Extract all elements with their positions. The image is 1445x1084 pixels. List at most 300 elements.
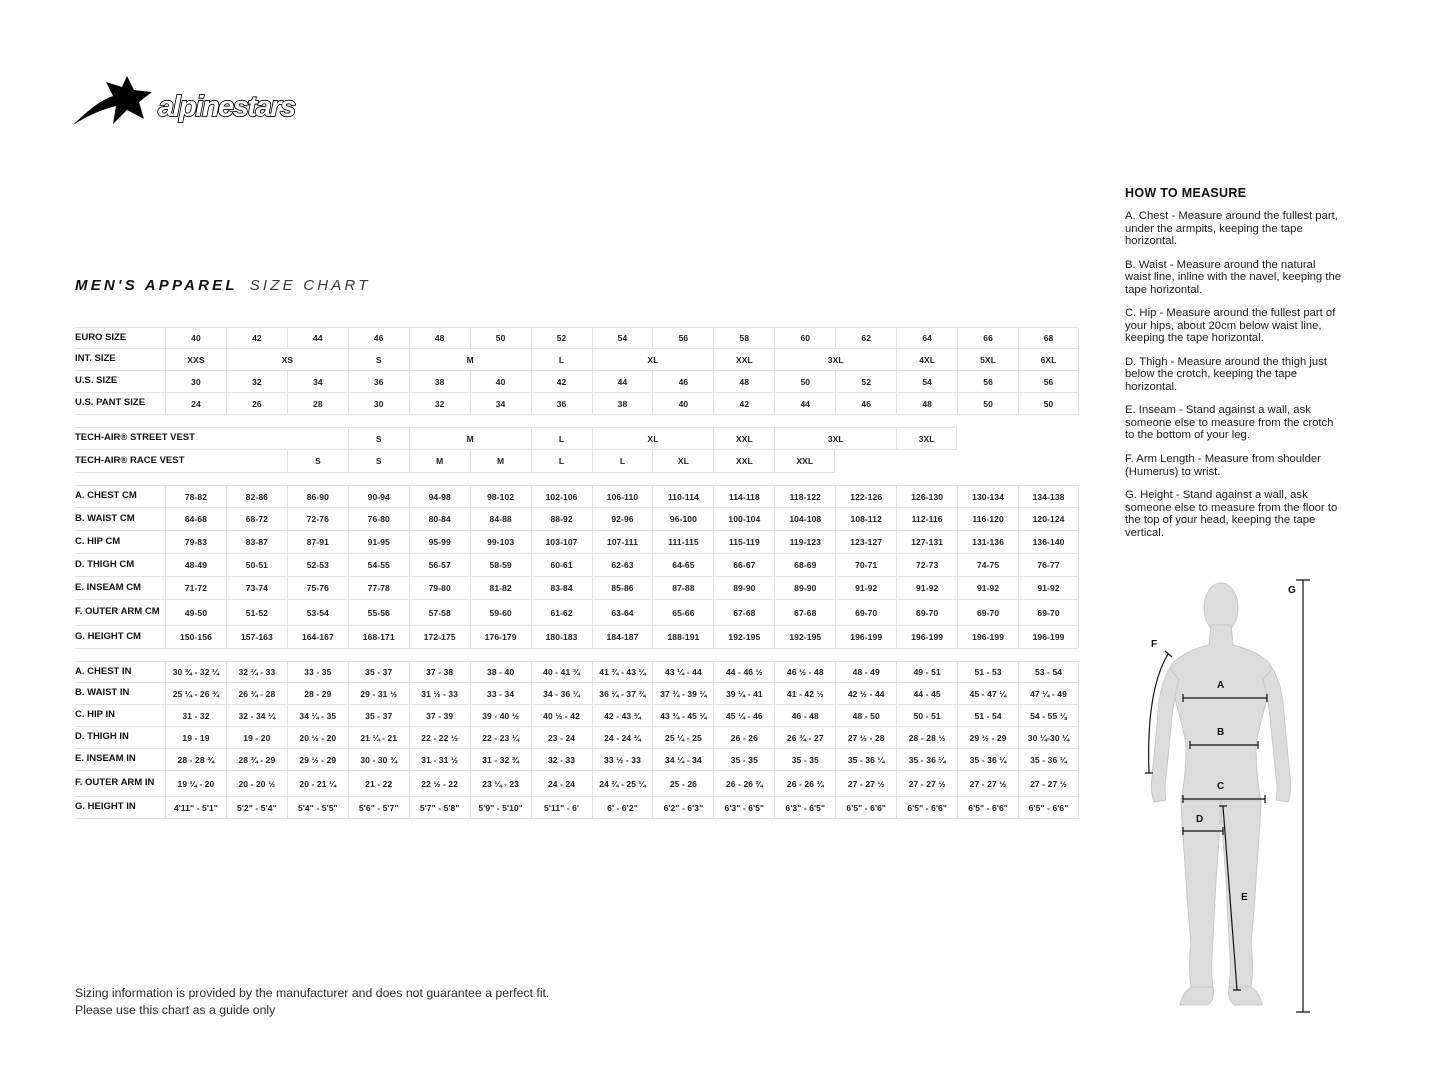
size-cell: 40 bbox=[652, 393, 713, 415]
size-cell: 46 ½ - 48 bbox=[774, 661, 835, 683]
size-cell: 92-96 bbox=[592, 508, 653, 531]
size-cell: 44 bbox=[287, 327, 348, 349]
size-cell: 164-167 bbox=[287, 626, 348, 649]
size-cell: 69-70 bbox=[896, 600, 957, 626]
size-cell: 89-90 bbox=[774, 577, 835, 600]
size-cell: 30 - 30 ¾ bbox=[348, 749, 409, 771]
size-cell: 23 ¼ - 23 bbox=[470, 771, 531, 797]
size-cell: 29 ½ - 29 bbox=[287, 749, 348, 771]
empty-cell bbox=[1018, 450, 1079, 473]
table-row bbox=[75, 531, 1079, 554]
size-cell: 87-88 bbox=[652, 577, 713, 600]
size-cell: 6XL bbox=[1018, 349, 1079, 371]
size-cell: 103-107 bbox=[531, 531, 592, 554]
size-cell: 28 - 29 bbox=[287, 683, 348, 705]
how-to-measure-heading: HOW TO MEASURE bbox=[1125, 186, 1247, 200]
size-cell: 87-91 bbox=[287, 531, 348, 554]
size-cell: 111-115 bbox=[652, 531, 713, 554]
size-cell: 168-171 bbox=[348, 626, 409, 649]
size-cell: 45 - 47 ¼ bbox=[957, 683, 1018, 705]
size-cell: 40 - 41 ¾ bbox=[531, 661, 592, 683]
table-row bbox=[75, 371, 1079, 393]
size-cell: 24 - 24 ¾ bbox=[592, 727, 653, 749]
size-cell: S bbox=[348, 450, 409, 473]
size-cell: 28 ¾ - 29 bbox=[226, 749, 287, 771]
body-diagram-icon bbox=[1138, 571, 1323, 1023]
size-cell: 75-76 bbox=[287, 577, 348, 600]
measure-instruction: D. Thigh - Measure around the thigh just below the crotch, keeping the tape horizontal. bbox=[1125, 355, 1327, 393]
size-cell: 127-131 bbox=[896, 531, 957, 554]
size-cell: 30 bbox=[165, 371, 226, 393]
row-label: TECH-AIR® RACE VEST bbox=[75, 450, 287, 473]
size-cell: 61-62 bbox=[531, 600, 592, 626]
size-cell: 95-99 bbox=[409, 531, 470, 554]
size-cell: 122-126 bbox=[835, 485, 896, 508]
size-cell: XXL bbox=[713, 427, 774, 450]
size-cell: 51-52 bbox=[226, 600, 287, 626]
size-cell: 64-65 bbox=[652, 554, 713, 577]
how-to-measure-panel bbox=[1125, 186, 1343, 550]
size-cell: 54 bbox=[592, 327, 653, 349]
size-cell: 3XL bbox=[896, 427, 957, 450]
size-cell: 116-120 bbox=[957, 508, 1018, 531]
size-cell: 38 - 40 bbox=[470, 661, 531, 683]
size-cell: 56 bbox=[957, 371, 1018, 393]
size-cell: 32 bbox=[409, 393, 470, 415]
size-cell: 27 - 27 ½ bbox=[896, 771, 957, 797]
size-cell: 107-111 bbox=[592, 531, 653, 554]
size-cell: 57-58 bbox=[409, 600, 470, 626]
size-cell: 36 bbox=[348, 371, 409, 393]
size-cell: 43 ¼ - 44 bbox=[652, 661, 713, 683]
size-cell: 110-114 bbox=[652, 485, 713, 508]
row-label: TECH-AIR® STREET VEST bbox=[75, 427, 348, 450]
table-row bbox=[75, 749, 1079, 771]
size-cell: 104-108 bbox=[774, 508, 835, 531]
size-cell: 31 - 32 ¾ bbox=[470, 749, 531, 771]
size-cell: 68-69 bbox=[774, 554, 835, 577]
height-measure-line bbox=[1296, 580, 1310, 1012]
size-cell: 51 - 54 bbox=[957, 705, 1018, 727]
size-cell: M bbox=[470, 450, 531, 473]
size-cell: 50 - 51 bbox=[896, 705, 957, 727]
size-cell: 42 ½ - 44 bbox=[835, 683, 896, 705]
size-cell: 39 ¼ - 41 bbox=[713, 683, 774, 705]
size-cell: 54 bbox=[896, 371, 957, 393]
empty-cell bbox=[957, 450, 1018, 473]
size-cell: 88-92 bbox=[531, 508, 592, 531]
size-cell: 59-60 bbox=[470, 600, 531, 626]
size-cell: 78-82 bbox=[165, 485, 226, 508]
size-cell: 196-199 bbox=[896, 626, 957, 649]
size-cell: 126-130 bbox=[896, 485, 957, 508]
size-cell: XXL bbox=[774, 450, 835, 473]
size-cell: 60-61 bbox=[531, 554, 592, 577]
size-cell: 46 bbox=[348, 327, 409, 349]
how-to-measure-items bbox=[1125, 210, 1343, 539]
alpinestars-logo bbox=[70, 74, 322, 137]
size-cell: 26 ¾ - 28 bbox=[226, 683, 287, 705]
size-table bbox=[75, 327, 1079, 831]
size-cell: 96-100 bbox=[652, 508, 713, 531]
size-cell: 81-82 bbox=[470, 577, 531, 600]
size-cell: 106-110 bbox=[592, 485, 653, 508]
size-cell: 24 - 24 bbox=[531, 771, 592, 797]
size-cell: 53-54 bbox=[287, 600, 348, 626]
size-cell: 44 - 45 bbox=[896, 683, 957, 705]
size-cell: 31 - 31 ½ bbox=[409, 749, 470, 771]
size-cell: 67-68 bbox=[713, 600, 774, 626]
size-cell: 114-118 bbox=[713, 485, 774, 508]
size-cell: 48 bbox=[409, 327, 470, 349]
size-cell: 26 ¾ - 27 bbox=[774, 727, 835, 749]
row-label: A. CHEST IN bbox=[75, 661, 165, 683]
size-cell: 28 bbox=[287, 393, 348, 415]
label-waist: B bbox=[1217, 727, 1225, 738]
size-cell: 74-75 bbox=[957, 554, 1018, 577]
size-cell: 119-123 bbox=[774, 531, 835, 554]
size-cell: 60 bbox=[774, 327, 835, 349]
size-cell: 44 bbox=[592, 371, 653, 393]
size-cell: 192-195 bbox=[713, 626, 774, 649]
size-cell: 3XL bbox=[774, 349, 896, 371]
size-cell: 5'11" - 6' bbox=[531, 797, 592, 819]
size-cell: 54 - 55 ⅛ bbox=[1018, 705, 1079, 727]
size-cell: 35 - 37 bbox=[348, 705, 409, 727]
size-cell: 33 - 34 bbox=[470, 683, 531, 705]
alpinestars-logo-icon bbox=[70, 74, 322, 132]
size-cell: 120-124 bbox=[1018, 508, 1079, 531]
label-chest: A bbox=[1217, 680, 1225, 691]
size-cell: 150-156 bbox=[165, 626, 226, 649]
table-row bbox=[75, 705, 1079, 727]
size-cell: 37 - 39 bbox=[409, 705, 470, 727]
size-cell: 22 ½ - 22 bbox=[409, 771, 470, 797]
table-row bbox=[75, 349, 1079, 371]
size-cell: 68 bbox=[1018, 327, 1079, 349]
table-row bbox=[75, 427, 1079, 450]
size-cell: 24 bbox=[165, 393, 226, 415]
size-cell: 31 - 32 bbox=[165, 705, 226, 727]
table-row bbox=[75, 327, 1079, 349]
size-cell: 50 bbox=[774, 371, 835, 393]
size-cell: 38 bbox=[409, 371, 470, 393]
page-title bbox=[75, 277, 371, 294]
size-cell: 50-51 bbox=[226, 554, 287, 577]
size-cell: 34 bbox=[470, 393, 531, 415]
size-cell: 52 bbox=[531, 327, 592, 349]
size-cell: 24 ¾ - 25 ¼ bbox=[592, 771, 653, 797]
size-cell: 46 - 48 bbox=[774, 705, 835, 727]
size-cell: 90-94 bbox=[348, 485, 409, 508]
size-cell: 21 ¼ - 21 bbox=[348, 727, 409, 749]
measure-instruction: F. Arm Length - Measure from shoulder (Humerus) to wrist. bbox=[1125, 452, 1321, 478]
page-title-main: MEN'S APPAREL bbox=[75, 277, 238, 294]
empty-cell bbox=[835, 450, 896, 473]
size-cell: 62-63 bbox=[592, 554, 653, 577]
size-cell: 48 - 50 bbox=[835, 705, 896, 727]
size-cell: 32 - 33 bbox=[531, 749, 592, 771]
label-inseam: E bbox=[1241, 892, 1248, 903]
size-cell: 35 - 35 bbox=[774, 749, 835, 771]
size-cell: 64 bbox=[896, 327, 957, 349]
size-cell: 76-80 bbox=[348, 508, 409, 531]
size-cell: 48 bbox=[896, 393, 957, 415]
size-cell: 35 - 36 ¼ bbox=[1018, 749, 1079, 771]
size-cell: 45 ¼ - 46 bbox=[713, 705, 774, 727]
size-cell: XL bbox=[592, 427, 714, 450]
size-cell: 64-68 bbox=[165, 508, 226, 531]
size-cell: 99-103 bbox=[470, 531, 531, 554]
label-thigh: D bbox=[1196, 814, 1204, 825]
size-cell: 35 - 36 ¼ bbox=[835, 749, 896, 771]
size-cell: 39 - 40 ½ bbox=[470, 705, 531, 727]
size-cell: 35 - 36 ¼ bbox=[957, 749, 1018, 771]
measure-instruction: E. Inseam - Stand against a wall, ask someone else to measure from the crotch to the bottom of your leg. bbox=[1125, 404, 1334, 442]
measure-instruction: A. Chest - Measure around the fullest part, under the armpits, keeping the tape horizontal. bbox=[1125, 210, 1338, 248]
size-cell: 28 - 28 ¾ bbox=[165, 749, 226, 771]
size-cell: XL bbox=[652, 450, 713, 473]
size-cell: 20 - 20 ½ bbox=[226, 771, 287, 797]
size-cell: 188-191 bbox=[652, 626, 713, 649]
size-cell: 44 - 46 ½ bbox=[713, 661, 774, 683]
table-row bbox=[75, 485, 1079, 508]
size-cell: 5'2" - 5'4" bbox=[226, 797, 287, 819]
size-cell: 76-77 bbox=[1018, 554, 1079, 577]
size-cell: 35 - 37 bbox=[348, 661, 409, 683]
size-cell: 6'5" - 6'6" bbox=[835, 797, 896, 819]
size-cell: S bbox=[348, 427, 409, 450]
size-cell: 72-73 bbox=[896, 554, 957, 577]
disclaimer-line1: Sizing information is provided by the manufacturer and does not guarantee a perfect fit. bbox=[75, 986, 550, 1000]
size-cell: 67-68 bbox=[774, 600, 835, 626]
size-cell: 6'3" - 6'5" bbox=[774, 797, 835, 819]
size-cell: 40 bbox=[165, 327, 226, 349]
size-cell: 6'2" - 6'3" bbox=[652, 797, 713, 819]
size-cell: 50 bbox=[1018, 393, 1079, 415]
row-label: E. INSEAM CM bbox=[75, 577, 165, 600]
measurement-figure bbox=[1138, 571, 1323, 1028]
size-cell: 37 ¾ - 39 ¼ bbox=[652, 683, 713, 705]
disclaimer bbox=[75, 985, 549, 1018]
size-cell: L bbox=[592, 450, 653, 473]
size-cell: 47 ¼ - 49 bbox=[1018, 683, 1079, 705]
size-cell: 26 - 26 bbox=[713, 727, 774, 749]
table-row bbox=[75, 797, 1079, 819]
table-row bbox=[75, 683, 1079, 705]
size-cell: 172-175 bbox=[409, 626, 470, 649]
table-row bbox=[75, 661, 1079, 683]
size-cell: 26 - 26 ¾ bbox=[774, 771, 835, 797]
size-cell: 5XL bbox=[957, 349, 1018, 371]
measure-instruction: B. Waist - Measure around the natural waist line, inline with the navel, keeping the tape horizontal. bbox=[1125, 258, 1342, 296]
size-cell: 35 - 36 ¼ bbox=[896, 749, 957, 771]
size-cell: 42 bbox=[226, 327, 287, 349]
size-cell: 91-92 bbox=[896, 577, 957, 600]
size-cell: 102-106 bbox=[531, 485, 592, 508]
size-cell: 65-66 bbox=[652, 600, 713, 626]
table-row bbox=[75, 393, 1079, 415]
row-label: E. INSEAM IN bbox=[75, 749, 165, 771]
table-row bbox=[75, 626, 1079, 649]
size-cell: 196-199 bbox=[1018, 626, 1079, 649]
page-title-sub: SIZE CHART bbox=[249, 277, 371, 294]
row-label: B. WAIST CM bbox=[75, 508, 165, 531]
size-cell: 42 - 43 ¾ bbox=[592, 705, 653, 727]
size-cell: 52-53 bbox=[287, 554, 348, 577]
size-cell: 80-84 bbox=[409, 508, 470, 531]
size-cell: 27 - 27 ½ bbox=[957, 771, 1018, 797]
size-cell: 115-119 bbox=[713, 531, 774, 554]
size-cell: 70-71 bbox=[835, 554, 896, 577]
size-cell: 108-112 bbox=[835, 508, 896, 531]
size-cell: 4'11" - 5'1" bbox=[165, 797, 226, 819]
size-cell: 29 - 31 ½ bbox=[348, 683, 409, 705]
size-cell: 56-57 bbox=[409, 554, 470, 577]
size-cell: 180-183 bbox=[531, 626, 592, 649]
size-cell: 50 bbox=[470, 327, 531, 349]
size-cell: 38 bbox=[592, 393, 653, 415]
size-cell: 27 ½ - 28 bbox=[835, 727, 896, 749]
size-cell: 5'9" - 5'10" bbox=[470, 797, 531, 819]
size-cell: XXL bbox=[713, 349, 774, 371]
row-label: D. THIGH IN bbox=[75, 727, 165, 749]
row-label: C. HIP CM bbox=[75, 531, 165, 554]
size-cell: 19 - 19 bbox=[165, 727, 226, 749]
size-cell: 6'5" - 6'6" bbox=[1018, 797, 1079, 819]
size-cell: 43 ¾ - 45 ¼ bbox=[652, 705, 713, 727]
size-cell: 130-134 bbox=[957, 485, 1018, 508]
size-cell: 6' - 6'2" bbox=[592, 797, 653, 819]
size-cell: 25 ¼ - 25 bbox=[652, 727, 713, 749]
size-cell: 6'5" - 6'6" bbox=[957, 797, 1018, 819]
measure-instruction: G. Height - Stand against a wall, ask someone else to measure from the floor to the top of your head, keeping the tape vertical. bbox=[1125, 489, 1338, 539]
size-cell: 91-95 bbox=[348, 531, 409, 554]
size-cell: 30 bbox=[348, 393, 409, 415]
size-cell: S bbox=[287, 450, 348, 473]
size-cell: 4XL bbox=[896, 349, 957, 371]
size-cell: 196-199 bbox=[957, 626, 1018, 649]
size-cell: 34 bbox=[287, 371, 348, 393]
size-cell: 58 bbox=[713, 327, 774, 349]
size-cell: 58-59 bbox=[470, 554, 531, 577]
size-cell: L bbox=[531, 349, 592, 371]
size-cell: 49 - 51 bbox=[896, 661, 957, 683]
size-cell: 26 bbox=[226, 393, 287, 415]
size-cell: 40 ½ - 42 bbox=[531, 705, 592, 727]
row-label: F. OUTER ARM IN bbox=[75, 771, 165, 797]
size-cell: 53 - 54 bbox=[1018, 661, 1079, 683]
size-cell: 31 ½ - 33 bbox=[409, 683, 470, 705]
size-cell: 40 bbox=[470, 371, 531, 393]
size-cell: 55-56 bbox=[348, 600, 409, 626]
size-cell: 46 bbox=[835, 393, 896, 415]
size-cell: 79-80 bbox=[409, 577, 470, 600]
size-cell: XL bbox=[592, 349, 714, 371]
size-cell: 69-70 bbox=[1018, 600, 1079, 626]
size-cell: 3XL bbox=[774, 427, 896, 450]
size-cell: 118-122 bbox=[774, 485, 835, 508]
size-cell: 42 bbox=[531, 371, 592, 393]
row-label: U.S. PANT SIZE bbox=[75, 393, 165, 415]
size-cell: 37 - 38 bbox=[409, 661, 470, 683]
size-cell: 84-88 bbox=[470, 508, 531, 531]
size-cell: 21 - 22 bbox=[348, 771, 409, 797]
logo-wordmark: alpinestars bbox=[158, 91, 295, 123]
size-cell: 112-116 bbox=[896, 508, 957, 531]
row-label: EURO SIZE bbox=[75, 327, 165, 349]
size-cell: 5'6" - 5'7" bbox=[348, 797, 409, 819]
size-cell: 27 - 27 ½ bbox=[1018, 771, 1079, 797]
size-cell: 36 bbox=[531, 393, 592, 415]
size-cell: 48 bbox=[713, 371, 774, 393]
size-cell: XXL bbox=[713, 450, 774, 473]
size-cell: 35 - 35 bbox=[713, 749, 774, 771]
size-cell: 54-55 bbox=[348, 554, 409, 577]
size-cell: 27 - 27 ½ bbox=[835, 771, 896, 797]
body-silhouette bbox=[1151, 583, 1290, 1005]
size-cell: 6'3" - 6'5" bbox=[713, 797, 774, 819]
size-cell: 52 bbox=[835, 371, 896, 393]
table-row bbox=[75, 727, 1079, 749]
row-label: A. CHEST CM bbox=[75, 485, 165, 508]
size-cell: 71-72 bbox=[165, 577, 226, 600]
size-cell: 32 bbox=[226, 371, 287, 393]
size-cell: 23 - 24 bbox=[531, 727, 592, 749]
size-cell: 192-195 bbox=[774, 626, 835, 649]
size-cell: 32 ¼ - 33 bbox=[226, 661, 287, 683]
size-cell: 34 ¼ - 34 bbox=[652, 749, 713, 771]
size-cell: 36 ¼ - 37 ¾ bbox=[592, 683, 653, 705]
size-cell: 56 bbox=[1018, 371, 1079, 393]
table-row bbox=[75, 771, 1079, 797]
size-cell: 196-199 bbox=[835, 626, 896, 649]
table-row bbox=[75, 554, 1079, 577]
size-cell: 20 ½ - 20 bbox=[287, 727, 348, 749]
size-cell: 48 - 49 bbox=[835, 661, 896, 683]
size-cell: 86-90 bbox=[287, 485, 348, 508]
measure-instruction: C. Hip - Measure around the fullest part of your hips, about 20cm below waist line, keeping the tape horizontal. bbox=[1125, 307, 1336, 345]
size-cell: 41 ¾ - 43 ¼ bbox=[592, 661, 653, 683]
size-cell: 34 ¼ - 35 bbox=[287, 705, 348, 727]
size-cell: 66 bbox=[957, 327, 1018, 349]
size-cell: L bbox=[531, 427, 592, 450]
row-label: C. HIP IN bbox=[75, 705, 165, 727]
size-cell: 82-86 bbox=[226, 485, 287, 508]
size-cell: 25 - 26 bbox=[652, 771, 713, 797]
size-cell: 56 bbox=[652, 327, 713, 349]
size-cell: 100-104 bbox=[713, 508, 774, 531]
size-cell: 5'7" - 5'8" bbox=[409, 797, 470, 819]
row-label: D. THIGH CM bbox=[75, 554, 165, 577]
size-cell: 157-163 bbox=[226, 626, 287, 649]
size-cell: M bbox=[409, 427, 531, 450]
size-cell: 91-92 bbox=[835, 577, 896, 600]
size-cell: 136-140 bbox=[1018, 531, 1079, 554]
label-hip: C bbox=[1217, 781, 1225, 792]
label-height: G bbox=[1288, 585, 1296, 596]
row-label: G. HEIGHT CM bbox=[75, 626, 165, 649]
size-cell: 184-187 bbox=[592, 626, 653, 649]
size-cell: 131-136 bbox=[957, 531, 1018, 554]
size-cell: 41 - 42 ½ bbox=[774, 683, 835, 705]
size-cell: 91-92 bbox=[1018, 577, 1079, 600]
size-cell: 72-76 bbox=[287, 508, 348, 531]
disclaimer-line2: Please use this chart as a guide only bbox=[75, 1002, 276, 1017]
size-cell: 44 bbox=[774, 393, 835, 415]
size-cell: 69-70 bbox=[957, 600, 1018, 626]
size-cell: M bbox=[409, 450, 470, 473]
